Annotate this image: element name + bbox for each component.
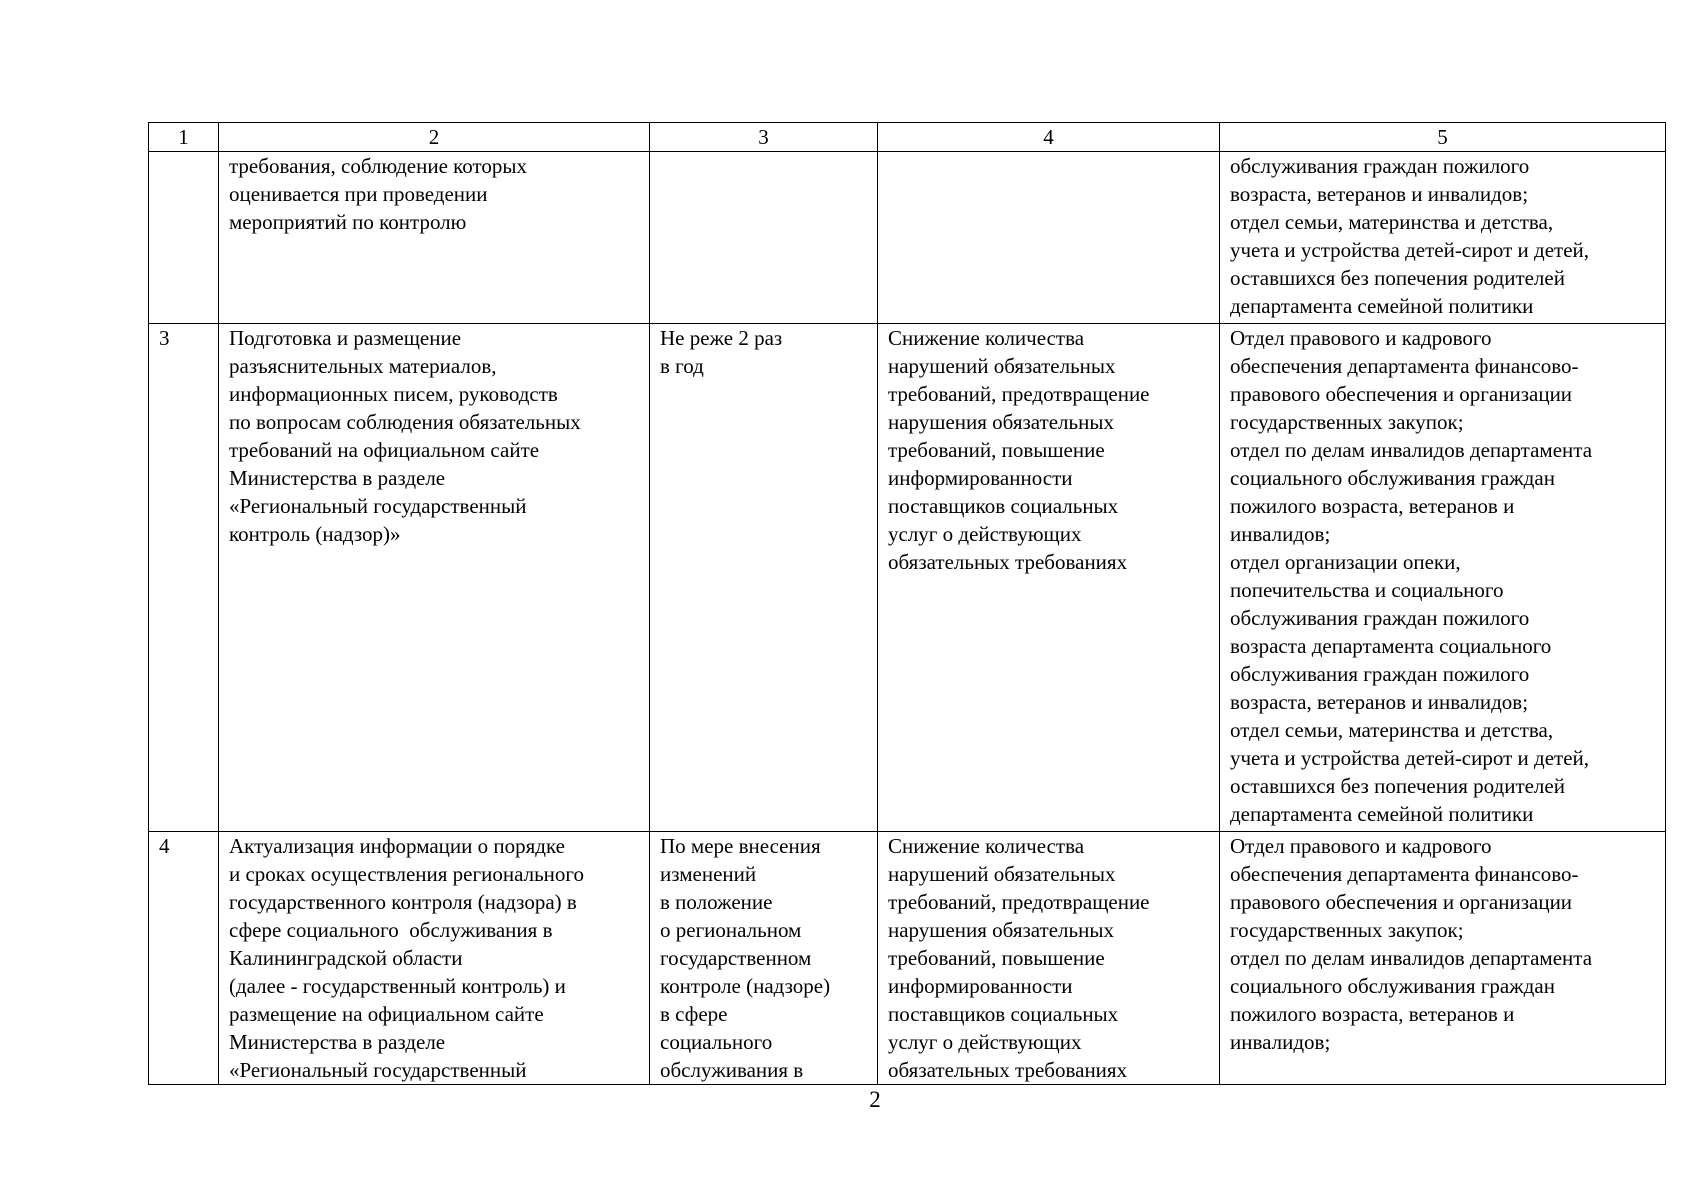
- cell-text-line: изменений: [660, 862, 757, 886]
- cell-text-line: оценивается при проведении: [229, 182, 488, 206]
- cell-text-line: социального обслуживания граждан: [1230, 974, 1555, 998]
- frequency-cell: [650, 324, 878, 832]
- cell-text-line: требований, повышение: [888, 946, 1105, 970]
- cell-text-line: обеспечения департамента финансово-: [1230, 354, 1579, 378]
- cell-text-line: возраста департамента социального: [1230, 634, 1552, 658]
- cell-text-line: информированности: [888, 974, 1073, 998]
- cell-text-line: государственном: [660, 946, 812, 970]
- cell-text-line: инвалидов;: [1230, 522, 1331, 546]
- cell-text-line: обслуживания граждан пожилого: [1230, 154, 1530, 178]
- row-number: 4: [149, 832, 219, 1085]
- cell-text-line: информационных писем, руководств: [229, 382, 558, 406]
- column-header-1: 1: [149, 123, 219, 152]
- cell-text-line: контроль (надзор)»: [229, 522, 401, 546]
- cell-text-line: Снижение количества: [888, 834, 1085, 858]
- page-number: 2: [869, 1087, 881, 1112]
- cell-text-line: отдел организации опеки,: [1230, 550, 1461, 574]
- cell-text-line: поставщиков социальных: [888, 1002, 1119, 1026]
- cell-text-line: правового обеспечения и организации: [1230, 382, 1573, 406]
- column-header-3: 3: [650, 123, 878, 152]
- cell-text-line: обслуживания граждан пожилого: [1230, 662, 1530, 686]
- cell-text-line: По мере внесения: [660, 834, 821, 858]
- cell-text-line: государственных закупок;: [1230, 918, 1464, 942]
- column-header-4: 4: [878, 123, 1220, 152]
- cell-text-line: инвалидов;: [1230, 1030, 1331, 1054]
- cell-text-line: учета и устройства детей-сирот и детей,: [1230, 238, 1589, 262]
- cell-text-line: Снижение количества: [888, 326, 1085, 350]
- cell-text-line: отдел по делам инвалидов департамента: [1230, 438, 1593, 462]
- cell-text-line: обслуживания в: [660, 1058, 804, 1082]
- table-row: [149, 152, 1666, 324]
- cell-text-line: государственных закупок;: [1230, 410, 1464, 434]
- cell-text-line: информированности: [888, 466, 1073, 490]
- cell-text-line: пожилого возраста, ветеранов и: [1230, 1002, 1515, 1026]
- cell-text-line: государственного контроля (надзора) в: [229, 890, 577, 914]
- cell-text-line: учета и устройства детей-сирот и детей,: [1230, 746, 1589, 770]
- cell-text-line: Актуализация информации о порядке: [229, 834, 565, 858]
- cell-text-line: в год: [660, 354, 704, 378]
- cell-text-line: Министерства в разделе: [229, 466, 446, 490]
- cell-text-line: социального: [660, 1030, 773, 1054]
- cell-text-line: «Региональный государственный: [229, 494, 527, 518]
- cell-text-line: (далее - государственный контроль) и: [229, 974, 566, 998]
- cell-text-line: и сроках осуществления регионального: [229, 862, 584, 886]
- measures-table: [148, 122, 1666, 1085]
- cell-text-line: требований на официальном сайте: [229, 438, 540, 462]
- cell-text-line: требований, предотвращение: [888, 890, 1150, 914]
- cell-text-line: правового обеспечения и организации: [1230, 890, 1573, 914]
- cell-text-line: нарушения обязательных: [888, 918, 1114, 942]
- measure-cell: [219, 832, 650, 1085]
- cell-text-line: социального обслуживания граждан: [1230, 466, 1555, 490]
- row-number: [149, 152, 219, 324]
- cell-text-line: нарушений обязательных: [888, 354, 1116, 378]
- result-cell: [878, 152, 1220, 324]
- row-number: 3: [149, 324, 219, 832]
- cell-text-line: оставшихся без попечения родителей: [1230, 774, 1565, 798]
- cell-text-line: департамента семейной политики: [1230, 802, 1534, 826]
- cell-text-line: возраста, ветеранов и инвалидов;: [1230, 690, 1529, 714]
- cell-text-line: в сфере: [660, 1002, 728, 1026]
- cell-text-line: разъяснительных материалов,: [229, 354, 497, 378]
- frequency-cell: [650, 152, 878, 324]
- result-cell: [878, 324, 1220, 832]
- cell-text-line: контроле (надзоре): [660, 974, 831, 998]
- cell-text-line: услуг о действующих: [888, 1030, 1082, 1054]
- cell-text-line: Не реже 2 раз: [660, 326, 783, 350]
- responsible-cell: [1220, 832, 1666, 1085]
- cell-text-line: нарушений обязательных: [888, 862, 1116, 886]
- cell-text-line: о региональном: [660, 918, 802, 942]
- cell-text-line: нарушения обязательных: [888, 410, 1114, 434]
- cell-text-line: поставщиков социальных: [888, 494, 1119, 518]
- responsible-cell: [1220, 324, 1666, 832]
- cell-text-line: возраста, ветеранов и инвалидов;: [1230, 182, 1529, 206]
- table-row: [149, 324, 1666, 832]
- cell-text-line: обязательных требованиях: [888, 550, 1128, 574]
- cell-text-line: Министерства в разделе: [229, 1030, 446, 1054]
- cell-text-line: обязательных требованиях: [888, 1058, 1128, 1082]
- frequency-cell: [650, 832, 878, 1085]
- cell-text-line: по вопросам соблюдения обязательных: [229, 410, 581, 434]
- column-header-5: 5: [1220, 123, 1666, 152]
- cell-text-line: Подготовка и размещение: [229, 326, 462, 350]
- cell-text-line: попечительства и социального: [1230, 578, 1504, 602]
- responsible-cell: [1220, 152, 1666, 324]
- cell-text-line: услуг о действующих: [888, 522, 1082, 546]
- cell-text-line: размещение на официальном сайте: [229, 1002, 544, 1026]
- cell-text-line: обеспечения департамента финансово-: [1230, 862, 1579, 886]
- cell-text-line: Отдел правового и кадрового: [1230, 834, 1492, 858]
- cell-text-line: обслуживания граждан пожилого: [1230, 606, 1530, 630]
- cell-text-line: Калининградской области: [229, 946, 463, 970]
- cell-text-line: в положение: [660, 890, 773, 914]
- column-header-2: 2: [219, 123, 650, 152]
- cell-text-line: требования, соблюдение которых: [229, 154, 528, 178]
- cell-text-line: «Региональный государственный: [229, 1058, 527, 1082]
- result-cell: [878, 832, 1220, 1085]
- cell-text-line: пожилого возраста, ветеранов и: [1230, 494, 1515, 518]
- cell-text-line: требований, повышение: [888, 438, 1105, 462]
- cell-text-line: сфере социального обслуживания в: [229, 918, 553, 942]
- cell-text-line: оставшихся без попечения родителей: [1230, 266, 1565, 290]
- table-row: [149, 832, 1666, 1085]
- cell-text-line: мероприятий по контролю: [229, 210, 467, 234]
- cell-text-line: отдел семьи, материнства и детства,: [1230, 210, 1554, 234]
- cell-text-line: Отдел правового и кадрового: [1230, 326, 1492, 350]
- measure-cell: [219, 324, 650, 832]
- column-number-row: [149, 123, 1666, 152]
- cell-text-line: отдел по делам инвалидов департамента: [1230, 946, 1593, 970]
- cell-text-line: требований, предотвращение: [888, 382, 1150, 406]
- cell-text-line: департамента семейной политики: [1230, 294, 1534, 318]
- cell-text-line: отдел семьи, материнства и детства,: [1230, 718, 1554, 742]
- measure-cell: [219, 152, 650, 324]
